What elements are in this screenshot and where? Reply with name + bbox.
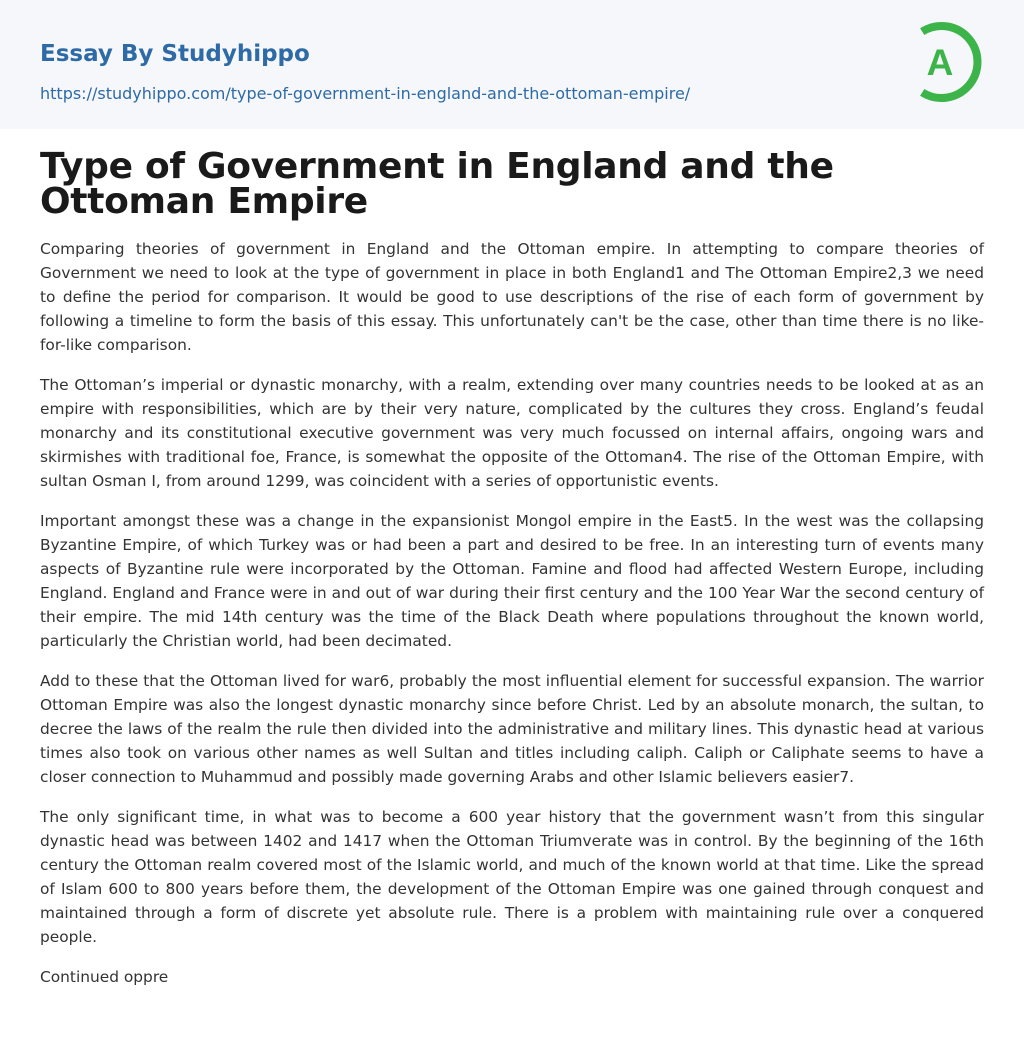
studyhippo-logo-icon[interactable]	[908, 18, 988, 106]
essay-title: Type of Government in England and the Ottoman Empire	[40, 146, 834, 222]
essay-paragraph-2: The Ottoman’s imperial or dynastic monarchy, with a realm, extending over many countries needs to be looked at as an empire with responsibilities, which are by their very nature, complicated by the cultures they cross. England’s feudal monarchy and its constitutional executive government was very much focussed on internal affairs, ongoing wars and skirmishes with traditional foe, France, is somewhat the opposite of the Ottoman4. The rise of the Ottoman Empire, with sultan Osman I, from around 1299, was coincident with a series of opportunistic events.	[40, 376, 984, 490]
essay-url-link[interactable]: https://studyhippo.com/type-of-government-in-england-and-the-ottoman-empire/	[40, 84, 691, 103]
site-brand[interactable]: Essay By Studyhippo	[40, 41, 310, 67]
essay-content	[0, 129, 1024, 989]
essay-paragraph-3: Important amongst these was a change in the expansionist Mongol empire in the East5. In the west was the collapsing Byzantine Empire, of which Turkey was or had been a part and desired to be free. In an interesting turn of events many aspects of Byzantine rule were incorporated by the Ottoman. Famine and flood had affected Western Europe, including England. England and France were in and out of war during their first century and the 100 Year War the second century of their empire. The mid 14th century was the time of the Black Death where populations throughout the known world, particularly the Christian world, had been decimated.	[40, 512, 984, 650]
logo-letter: A	[926, 42, 954, 83]
essay-paragraph-5: The only significant time, in what was to become a 600 year history that the government wasn’t from this singular dynastic head was between 1402 and 1417 when the Ottoman Triumverate was in control. By the beginning of the 16th century the Ottoman realm covered most of the Islamic world, and much of the known world at that time. Like the spread of Islam 600 to 800 years before them, the development of the Ottoman Empire was one gained through conquest and maintained through a form of discrete yet absolute rule. There is a problem with maintaining rule over a conquered people.	[40, 808, 984, 946]
essay-paragraph-1: Comparing theories of government in England and the Ottoman empire. In attempting to compare theories of Government we need to look at the type of government in place in both England1 and The Ottoman Empire2,3 we need to define the period for comparison. It would be good to use descriptions of the rise of each form of government by following a timeline to form the basis of this essay. This unfortunately can't be the case, other than time there is no like-for-like comparison.	[40, 240, 984, 354]
essay-paragraph-truncated: Continued oppre	[40, 968, 169, 986]
essay-paragraph-4: Add to these that the Ottoman lived for war6, probably the most influential element for successful expansion. The warrior Ottoman Empire was also the longest dynastic monarchy since before Christ. Led by an absolute monarch, the sultan, to decree the laws of the realm the rule then divided into the administrative and military lines. This dynastic head at various times also took on various other names as well Sultan and titles including caliph. Caliph or Caliphate seems to have a closer connection to Muhammud and possibly made governing Arabs and other Islamic believers easier7.	[40, 672, 984, 786]
site-header	[0, 0, 1024, 129]
